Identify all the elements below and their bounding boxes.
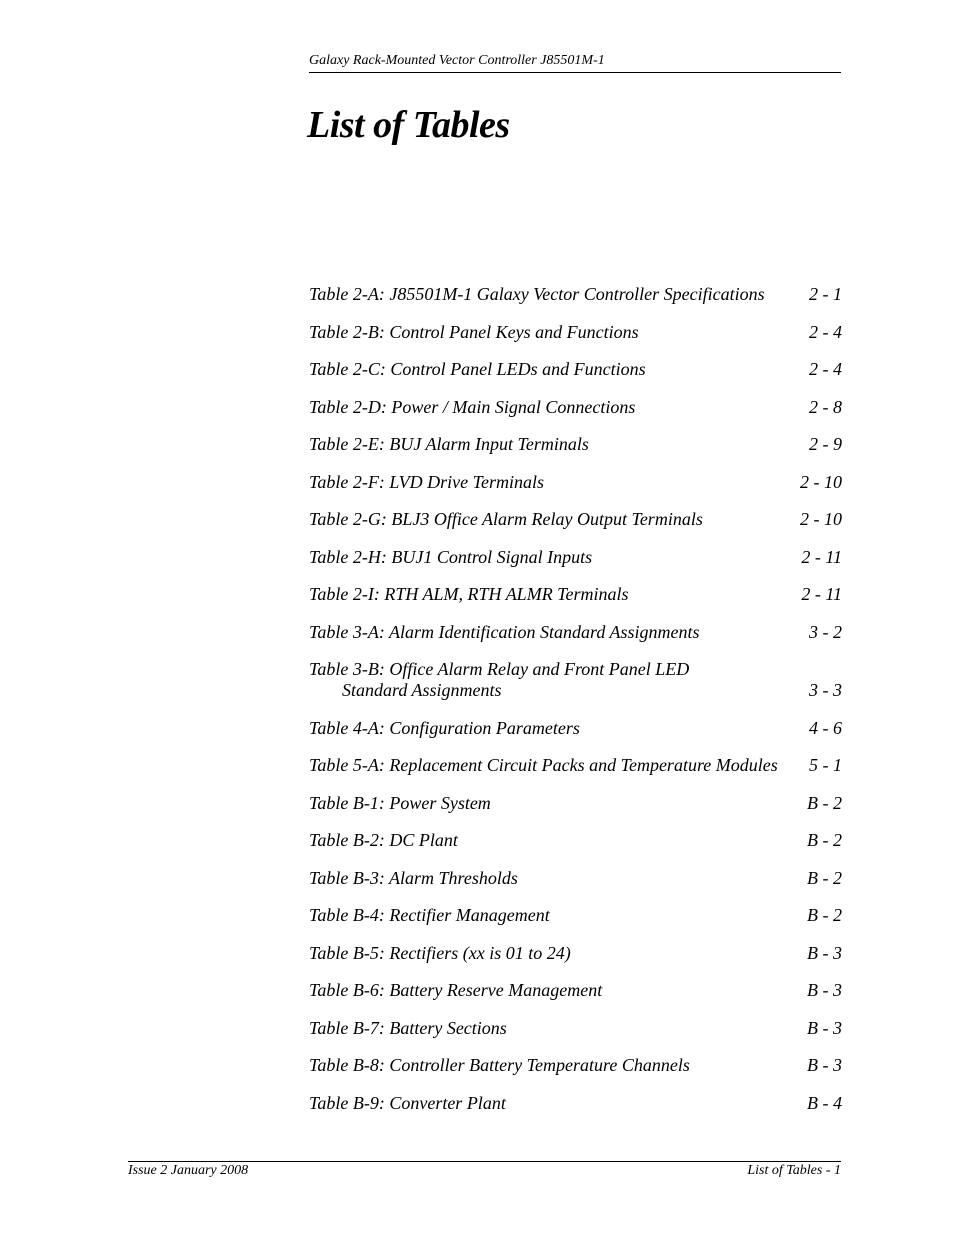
toc-entry-title-text: Table 2-C: Control Panel LEDs and Functions [309, 359, 646, 379]
toc-entry-page: B - 3 [807, 1055, 842, 1075]
toc-entry-page: B - 3 [807, 1017, 842, 1038]
footer-issue-date: Issue 2 January 2008 [128, 1163, 249, 1178]
toc-entry-title [309, 584, 842, 605]
toc-entry-page: B - 2 [807, 867, 842, 888]
toc-entry-title-text: Table 2-E: BUJ Alarm Input Terminals [309, 434, 589, 454]
toc-entry-title-text: Table B-2: DC Plant [309, 830, 458, 850]
toc-entry[interactable] [309, 284, 842, 305]
toc-entry[interactable] [309, 830, 842, 851]
toc-entry-title-text: Table 2-H: BUJ1 Control Signal Inputs [309, 546, 593, 567]
toc-entry-page: 2 - 1 [809, 284, 842, 304]
toc-entry-page: B - 2 [807, 905, 842, 925]
toc-entry-title [309, 980, 842, 1001]
toc-entry-page: 2 - 4 [809, 359, 842, 379]
toc-entry-title-text: Table 4-A: Configuration Parameters [309, 717, 580, 738]
toc-entry-title [309, 284, 842, 305]
toc-entry-title-text: Table B-4: Rectifier Management [309, 905, 550, 925]
toc-entry[interactable] [309, 1018, 842, 1039]
toc-entry-title [309, 1055, 842, 1076]
toc-entry-title [309, 718, 842, 739]
toc-entry-title-text: Table 2-I: RTH ALM, RTH ALMR Terminals [309, 584, 629, 604]
toc-entry[interactable] [309, 397, 842, 418]
running-header: Galaxy Rack-Mounted Vector Controller J85501M-1 [309, 53, 605, 68]
toc-entry[interactable] [309, 980, 842, 1001]
toc-entry[interactable] [309, 622, 842, 643]
toc-entry-page: 3 - 2 [809, 621, 842, 642]
toc-entry-page: 2 - 10 [800, 471, 842, 492]
toc-entry-title [309, 434, 842, 455]
toc-entry[interactable] [309, 434, 842, 455]
toc-entry-title [309, 830, 842, 851]
toc-entry-title-text: Table 2-D: Power / Main Signal Connections [309, 396, 636, 417]
toc-entry-title [309, 659, 842, 701]
toc-entry-title-text: Table 2-F: LVD Drive Terminals [309, 471, 545, 492]
toc-entry-page: 2 - 11 [801, 584, 842, 604]
toc-entry[interactable] [309, 547, 842, 568]
toc-entry-page: 2 - 8 [809, 396, 842, 417]
toc-entry-title-text: Table 5-A: Replacement Circuit Packs and Temperature Modules [309, 755, 778, 775]
toc-entry-page: 3 - 3 [809, 680, 842, 700]
table-of-contents [309, 284, 842, 1130]
toc-entry-title-text: Table B-5: Rectifiers (xx is 01 to 24) [309, 942, 571, 963]
toc-entry-title [309, 547, 842, 568]
toc-entry-title-text: Table 2-A: J85501M-1 Galaxy Vector Controller Specifications [309, 284, 765, 304]
toc-entry-title [309, 868, 842, 889]
toc-entry-title [309, 509, 842, 530]
toc-entry-title [309, 905, 842, 926]
toc-entry-title-text: Table 2-B: Control Panel Keys and Functions [309, 321, 639, 342]
toc-entry-title-text: Table B-8: Controller Battery Temperature Channels [309, 1055, 690, 1075]
toc-entry-title [309, 1018, 842, 1039]
toc-entry-title-text: Table B-1: Power System [309, 792, 491, 813]
toc-entry[interactable] [309, 509, 842, 530]
toc-entry-page: B - 2 [807, 792, 842, 813]
toc-entry-title [309, 1093, 842, 1114]
toc-entry-page: B - 3 [807, 942, 842, 963]
toc-entry[interactable] [309, 868, 842, 889]
toc-entry-title [309, 793, 842, 814]
toc-entry-title-text: Table B-6: Battery Reserve Management [309, 980, 603, 1000]
toc-entry-title [309, 943, 842, 964]
toc-entry[interactable] [309, 718, 842, 739]
toc-entry-title [309, 359, 842, 380]
footer-page-number: List of Tables - 1 [747, 1163, 841, 1178]
toc-entry-title [309, 622, 842, 643]
toc-entry-page: 2 - 10 [800, 509, 842, 529]
toc-entry[interactable] [309, 1093, 842, 1114]
toc-entry-title-text: Table 3-A: Alarm Identification Standard Assignments [309, 621, 700, 642]
toc-entry-title-continuation: Standard Assignments [342, 680, 502, 700]
toc-entry-title-text: Table B-7: Battery Sections [309, 1017, 507, 1038]
toc-entry-title [309, 322, 842, 343]
toc-entry-page: 2 - 11 [801, 546, 842, 567]
toc-entry[interactable] [309, 659, 842, 701]
toc-entry[interactable] [309, 943, 842, 964]
toc-entry-title [309, 755, 842, 776]
toc-entry-title-text: Table B-3: Alarm Thresholds [309, 867, 518, 888]
toc-entry[interactable] [309, 472, 842, 493]
toc-entry-title [309, 472, 842, 493]
toc-entry-page: B - 2 [807, 830, 842, 850]
toc-entry[interactable] [309, 793, 842, 814]
toc-entry[interactable] [309, 359, 842, 380]
toc-entry-title [309, 397, 842, 418]
toc-entry-page: B - 3 [807, 980, 842, 1000]
toc-entry-page: 5 - 1 [809, 755, 842, 775]
toc-entry-title-text: Table 2-G: BLJ3 Office Alarm Relay Output Terminals [309, 509, 703, 529]
toc-entry-title-text: Table B-9: Converter Plant [309, 1092, 506, 1113]
toc-entry[interactable] [309, 905, 842, 926]
toc-entry-title-text: Table 3-B: Office Alarm Relay and Front Panel LED [309, 659, 690, 679]
toc-entry[interactable] [309, 322, 842, 343]
toc-entry[interactable] [309, 755, 842, 776]
toc-entry-page: 2 - 4 [809, 321, 842, 342]
toc-entry-page: 2 - 9 [809, 434, 842, 454]
toc-entry-page: B - 4 [807, 1092, 842, 1113]
toc-entry[interactable] [309, 1055, 842, 1076]
page-title: List of Tables [307, 104, 510, 146]
toc-entry-page: 4 - 6 [809, 717, 842, 738]
header-rule [309, 72, 841, 73]
toc-entry[interactable] [309, 584, 842, 605]
